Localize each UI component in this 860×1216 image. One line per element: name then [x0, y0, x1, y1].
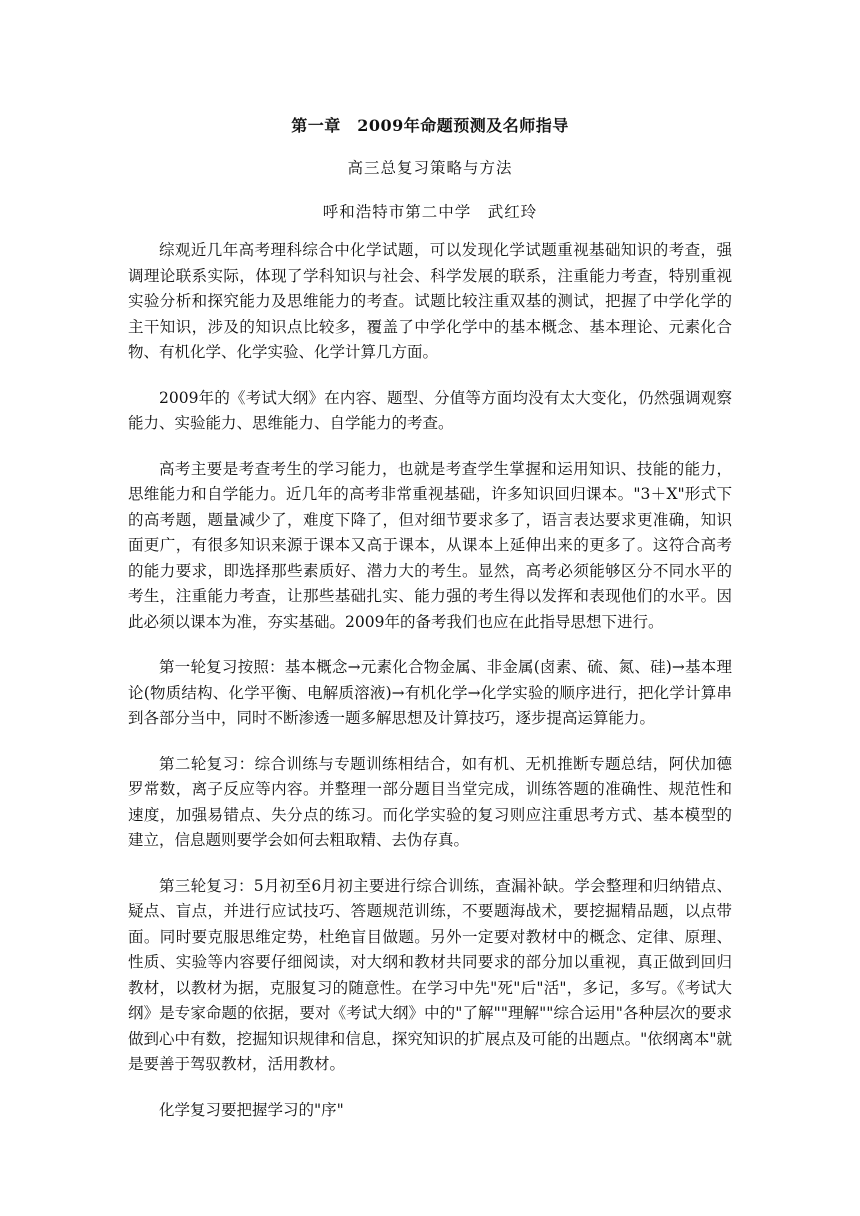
- chapter-title: 第一章 2009年命题预测及名师指导: [291, 116, 569, 135]
- paragraph: 综观近几年高考理科综合中化学试题，可以发现化学试题重视基础知识的考查，强调理论联系实际，体现了学科知识与社会、科学发展的联系，注重能力考查，特别重视实验分析和探究能力及思维能力的考查。试题比较注重双基的测试，把握了中学化学的主干知识，涉及的知识点比较多，覆盖了中学化学中的基本概念、基本理论、元素化合物、有机化学、化学实验、化学计算几方面。: [128, 241, 732, 361]
- article-body: [128, 238, 732, 1143]
- paragraph: 化学复习要把握学习的"序": [159, 1100, 344, 1119]
- paragraph: 第一轮复习按照：基本概念→元素化合物金属、非金属(卤素、硫、氮、硅)→基本理论(物质结构、化学平衡、电解质溶液)→有机化学→化学实验的顺序进行，把化学计算串到各部分当中，同时不断渗透一题多解思想及计算技巧，逐步提高运算能力。: [128, 658, 732, 727]
- article-title: 高三总复习策略与方法: [347, 159, 513, 177]
- paragraph: 高考主要是考查考生的学习能力，也就是考查学生掌握和运用知识、技能的能力，思维能力和自学能力。近几年的高考非常重视基础，许多知识回归课本。"3＋X"形式下的高考题，题量减少了，难度下降了，但对细节要求多了，语言表达要求更准确，知识面更广，有很多知识来源于课本又高于课本，从课本上延伸出来的更多了。这符合高考的能力要求，即选择那些素质好、潜力大的考生。显然，高考必须能够区分不同水平的考生，注重能力考查，让那些基础扎实、能力强的考生得以发挥和表现他们的水平。因此必须以课本为准，夯实基础。2009年的备考我们也应在此指导思想下进行。: [128, 459, 732, 631]
- paragraph: 2009年的《考试大纲》在内容、题型、分值等方面均没有太大变化，仍然强调观察能力、实验能力、思维能力、自学能力的考查。: [128, 388, 732, 432]
- author-line: 呼和浩特市第二中学 武红玲: [322, 203, 538, 221]
- paragraph: 第三轮复习：5月初至6月初主要进行综合训练，查漏补缺。学会整理和归纳错点、疑点、盲点，并进行应试技巧、答题规范训练，不要题海战术，要挖掘精品题，以点带面。同时要克服思维定势，杜绝盲目做题。另外一定要对教材中的概念、定律、原理、性质、实验等内容要仔细阅读，对大纲和教材共同要求的部分加以重视，真正做到回归教材，以教材为据，克服复习的随意性。在学习中先"死"后"活"，多记，多写。《考试大纲》是专家命题的依据，要对《考试大纲》中的"了解""理解""综合运用"各种层次的要求做到心中有数，挖掘知识规律和信息，探究知识的扩展点及可能的出题点。"依纲离本"就是要善于驾驭教材，活用教材。: [128, 876, 732, 1073]
- paragraph: 第二轮复习：综合训练与专题训练相结合，如有机、无机推断专题总结，阿伏加德罗常数，离子反应等内容。并整理一部分题目当堂完成，训练答题的准确性、规范性和速度，加强易错点、失分点的练习。而化学实验的复习则应注重思考方式、基本模型的建立，信息题则要学会如何去粗取精、去伪存真。: [128, 754, 732, 849]
